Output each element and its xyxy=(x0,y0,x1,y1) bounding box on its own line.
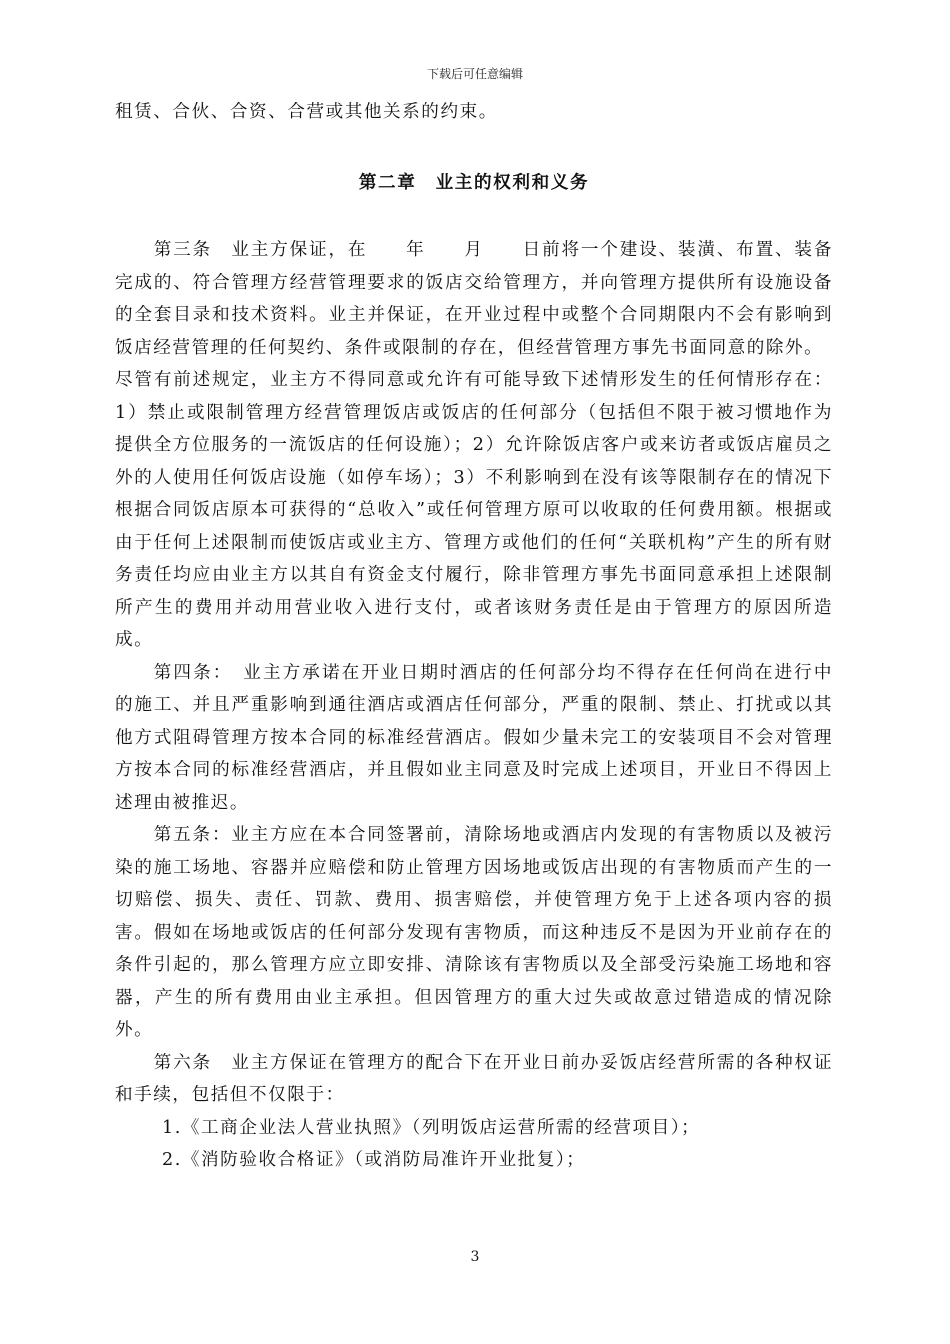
article-6: 第六条 业主方保证在管理方的配合下在开业日前办妥饭店经营所需的各种权证和手续，包括但不仅限于： xyxy=(115,1052,833,1105)
lead-line: 租赁、合伙、合资、合营或其他关系的约束。 xyxy=(115,102,498,122)
article-4: 第四条： 业主方承诺在开业日期时酒店的任何部分均不得存在任何尚在进行中的施工、并且严重影响到通往酒店或酒店任何部分，严重的限制、禁止、打扰或以其他方式阻碍管理方按本合同的标准经营酒店。假如少量未完工的安装项目不会对管理方按本合同的标准经营酒店，并且假如业主同意及时完成上述项目，开业日不得因上述理由被推迟。 xyxy=(115,662,833,813)
article-3-continued: 尽管有前述规定，业主方不得同意或允许有可能导致下述情形发生的任何情形存在：1）禁止或限制管理方经营管理饭店或饭店的任何部分（包括但不限于被习惯地作为提供全方位服务的一流饭店的任何设施）；2）允许除饭店客户或来访者或饭店雇员之外的人使用任何饭店设施（如停车场）；3）不利影响到在没有该等限制存在的情况下根据合同饭店原本可获得的“总收入”或任何管理方原可以收取的任何费用额。根据或由于任何上述限制而使饭店或业主方、管理方或他们的任何“关联机构”产生的所有财务责任均应由业主方以其自有资金支付履行，除非管理方事先书面同意承担上述限制所产生的费用并动用营业收入进行支付，或者该财务责任是由于管理方的原因所造成。 xyxy=(115,370,833,650)
article-5: 第五条：业主方应在本合同签署前，清除场地或酒店内发现的有害物质以及被污染的施工场地、容器并应赔偿和防止管理方因场地或饭店出现的有害物质而产生的一切赔偿、损失、责任、罚款、费用、损害赔偿，并使管理方免于上述各项内容的损害。假如在场地或饭店的任何部分发现有害物质，而这种违反不是因为开业前存在的条件引起的，那么管理方应立即安排、清除该有害物质以及全部受污染施工场地和容器，产生的所有费用由业主承担。但因管理方的重大过失或故意过错造成的情况除外。 xyxy=(115,825,833,1040)
header-note: 下载后可任意编辑 xyxy=(426,67,523,81)
page-number: 3 xyxy=(470,1249,480,1265)
article-3-text: 第三条 业主方保证，在 年 月 日前将一个建设、装潢、布置、装备完成的、符合管理方经营管理要求的饭店交给管理方，并向管理方提供所有设施设备的全套目录和技术资料。业主并保证，在开业过程中或整个合同期限内不会有影响到饭店经营管理的任何契约、条件或限制的存在，但经营管理方事先书面同意的除外。 xyxy=(115,240,833,358)
document-body xyxy=(115,96,833,1177)
chapter-title: 第二章 业主的权利和义务 xyxy=(358,172,590,193)
article-3 xyxy=(115,234,833,364)
list-item: 1.《工商企业法人营业执照》（列明饭店运营所需的经营项目）； xyxy=(162,1117,701,1138)
list-item: 2.《消防验收合格证》（或消防局准许开业批复）； xyxy=(162,1150,586,1170)
